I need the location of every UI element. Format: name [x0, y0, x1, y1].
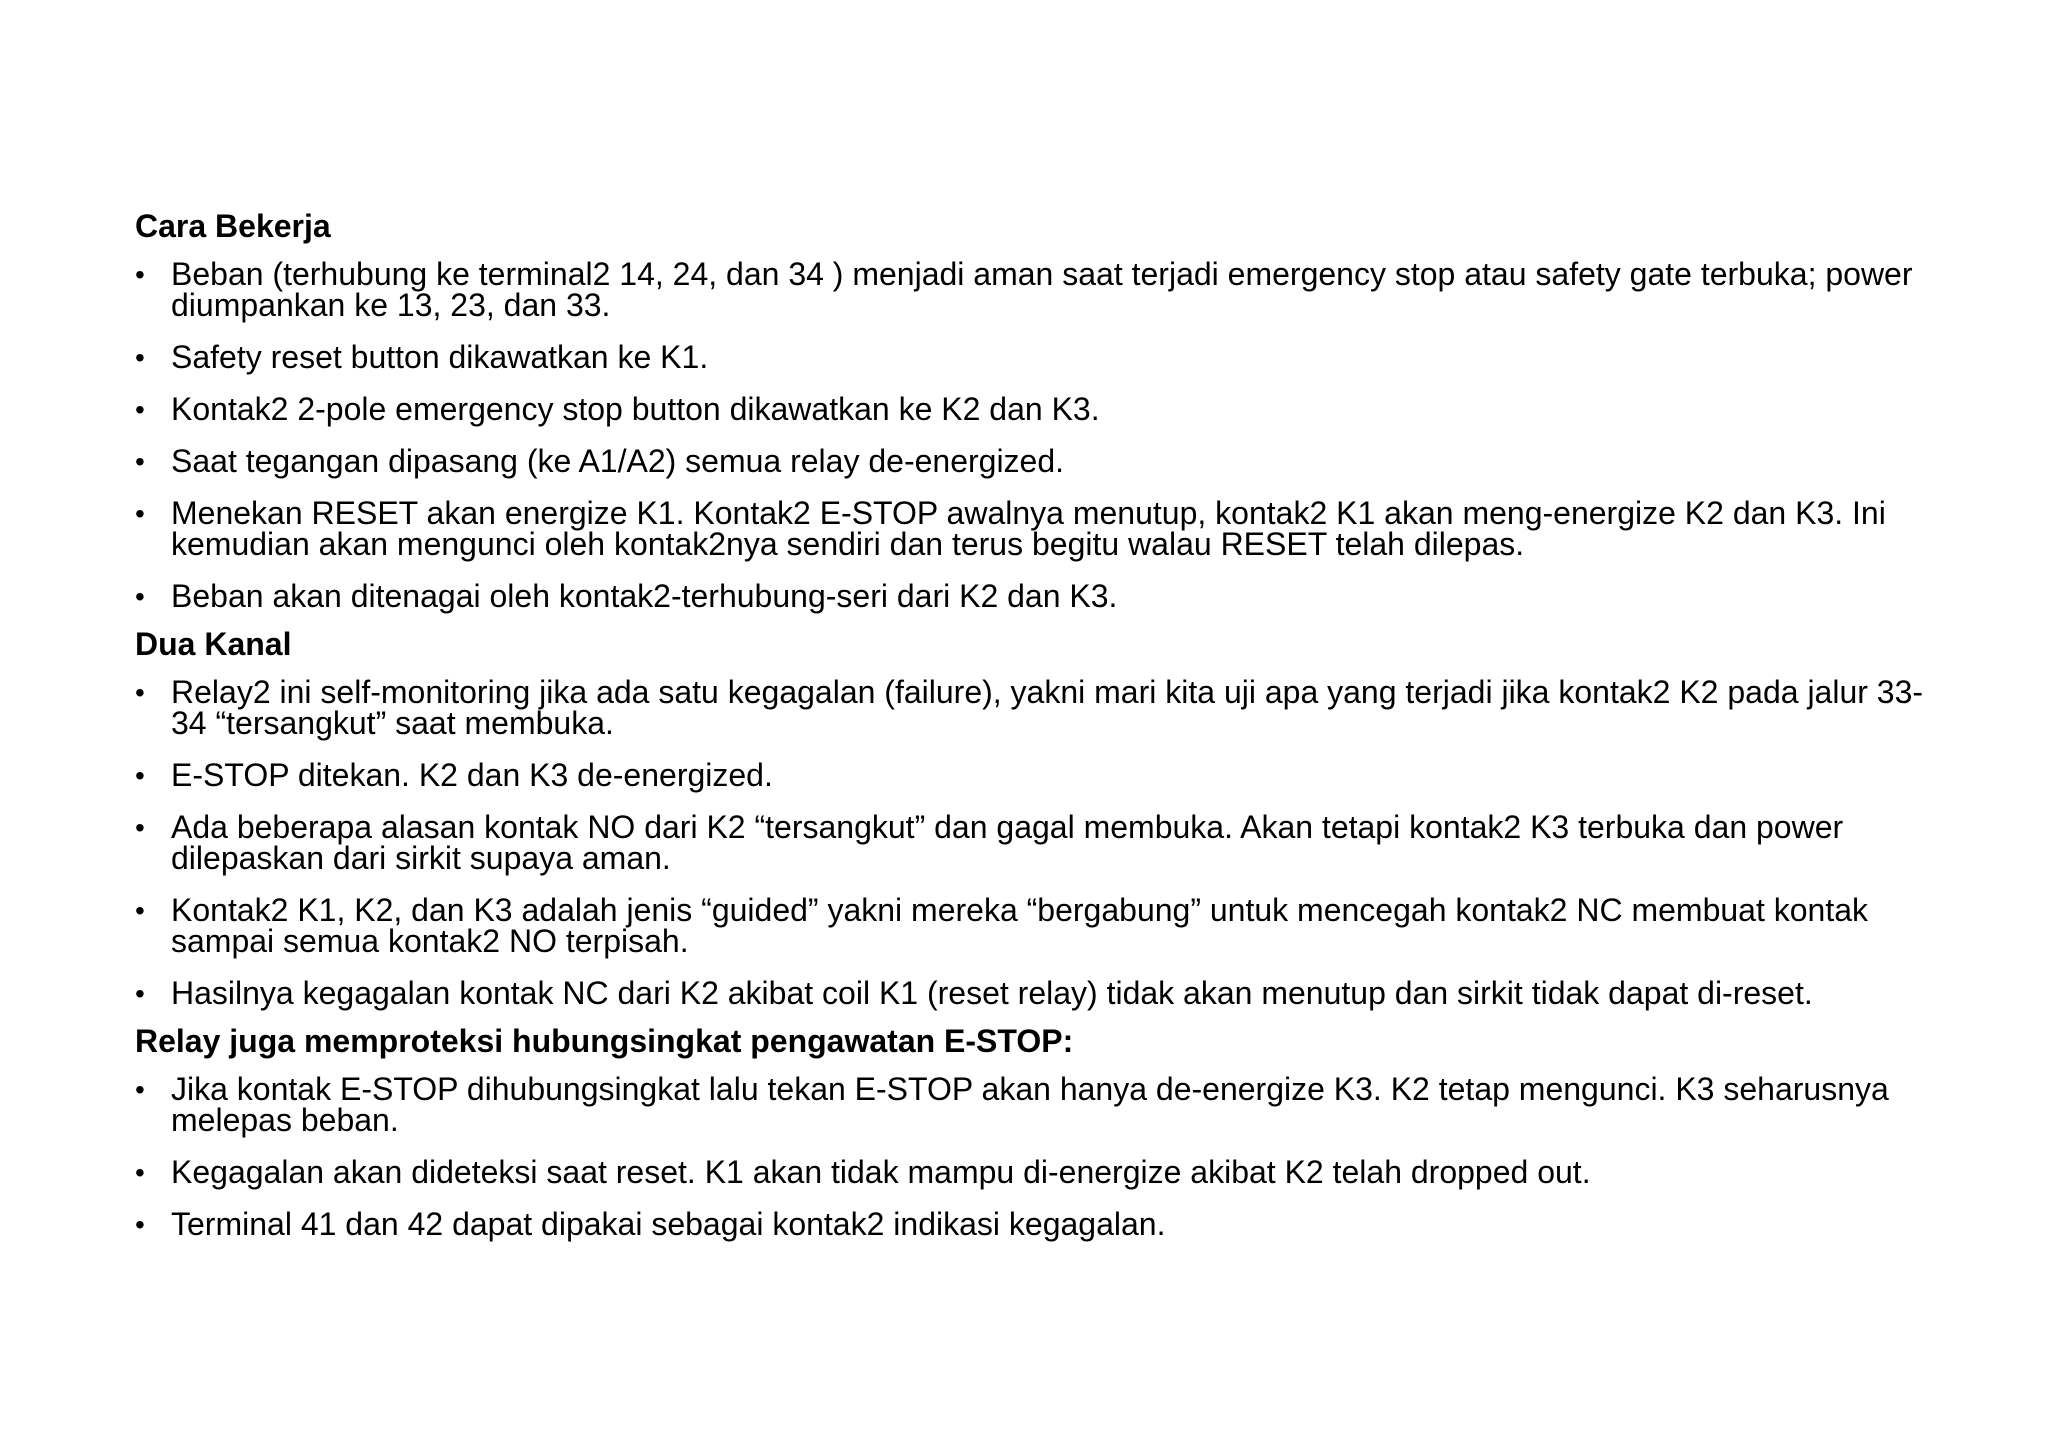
- bullet-list-dua-kanal: [135, 674, 1935, 1011]
- bullet-icon: •: [135, 581, 145, 612]
- bullet-icon: •: [135, 1074, 145, 1105]
- list-item-text: Hasilnya kegagalan kontak NC dari K2 akibat coil K1 (reset relay) tidak akan menutup dan sirkit tidak dapat di-reset.: [171, 975, 1813, 1011]
- list-item-text: Safety reset button dikawatkan ke K1.: [171, 339, 709, 375]
- list-item: [135, 1071, 1935, 1138]
- list-item-text: Beban (terhubung ke terminal2 14, 24, dan 34 ) menjadi aman saat terjadi emergency stop atau safety gate terbuka; power diumpankan ke 13, 23, dan 33.: [171, 256, 1913, 323]
- list-item-text: Relay2 ini self-monitoring jika ada satu kegagalan (failure), yakni mari kita uji apa yang terjadi jika kontak2 K2 pada jalur 33-34 “tersangkut” saat membuka.: [171, 674, 1924, 741]
- bullet-icon: •: [135, 342, 145, 373]
- bullet-icon: •: [135, 446, 145, 477]
- bullet-icon: •: [135, 1157, 145, 1188]
- bullet-icon: •: [135, 895, 145, 926]
- bullet-icon: •: [135, 259, 145, 290]
- list-item: [135, 892, 1935, 959]
- list-item-text: E-STOP ditekan. K2 dan K3 de-energized.: [171, 757, 773, 793]
- list-item: [135, 1206, 1935, 1242]
- bullet-icon: •: [135, 760, 145, 791]
- list-item: [135, 495, 1935, 562]
- slide-content: [135, 208, 1935, 1254]
- list-item-text: Ada beberapa alasan kontak NO dari K2 “tersangkut” dan gagal membuka. Akan tetapi kontak2 K3 terbuka dan power dilepaskan dari sirkit supaya aman.: [171, 809, 1844, 876]
- bullet-icon: •: [135, 1209, 145, 1240]
- list-item-text: Kontak2 K1, K2, dan K3 adalah jenis “guided” yakni mereka “bergabung” untuk mencegah kontak2 NC membuat kontak sampai semua kontak2 NO terpisah.: [171, 892, 1869, 959]
- bullet-icon: •: [135, 677, 145, 708]
- list-item-text: Kontak2 2-pole emergency stop button dikawatkan ke K2 dan K3.: [171, 391, 1100, 427]
- list-item: [135, 391, 1935, 427]
- list-item-text: Saat tegangan dipasang (ke A1/A2) semua relay de-energized.: [171, 443, 1065, 479]
- list-item-text: Beban akan ditenagai oleh kontak2-terhubung-seri dari K2 dan K3.: [171, 578, 1118, 614]
- list-item: [135, 339, 1935, 375]
- list-item: [135, 578, 1935, 614]
- section-heading-cara-bekerja: Cara Bekerja: [135, 208, 331, 244]
- list-item: [135, 443, 1935, 479]
- section-heading-dua-kanal: Dua Kanal: [135, 626, 292, 662]
- bullet-icon: •: [135, 394, 145, 425]
- list-item-text: Terminal 41 dan 42 dapat dipakai sebagai kontak2 indikasi kegagalan.: [171, 1206, 1166, 1242]
- section-heading-relay-proteksi: Relay juga memproteksi hubungsingkat pengawatan E-STOP:: [135, 1023, 1074, 1059]
- bullet-icon: •: [135, 978, 145, 1009]
- bullet-list-cara-bekerja: [135, 256, 1935, 614]
- list-item-text: Jika kontak E-STOP dihubungsingkat lalu tekan E-STOP akan hanya de-energize K3. K2 tetap mengunci. K3 seharusnya melepas beban.: [171, 1071, 1889, 1138]
- list-item: [135, 1154, 1935, 1190]
- bullet-icon: •: [135, 498, 145, 529]
- list-item: [135, 975, 1935, 1011]
- bullet-icon: •: [135, 812, 145, 843]
- list-item: [135, 809, 1935, 876]
- list-item: [135, 674, 1935, 741]
- list-item: [135, 757, 1935, 793]
- bullet-list-relay-proteksi: [135, 1071, 1935, 1242]
- list-item-text: Menekan RESET akan energize K1. Kontak2 E-STOP awalnya menutup, kontak2 K1 akan meng-energize K2 dan K3. Ini kemudian akan mengunci oleh kontak2nya sendiri dan terus begitu walau RESET telah dilepas.: [171, 495, 1886, 562]
- list-item-text: Kegagalan akan dideteksi saat reset. K1 akan tidak mampu di-energize akibat K2 telah dropped out.: [171, 1154, 1591, 1190]
- list-item: [135, 256, 1935, 323]
